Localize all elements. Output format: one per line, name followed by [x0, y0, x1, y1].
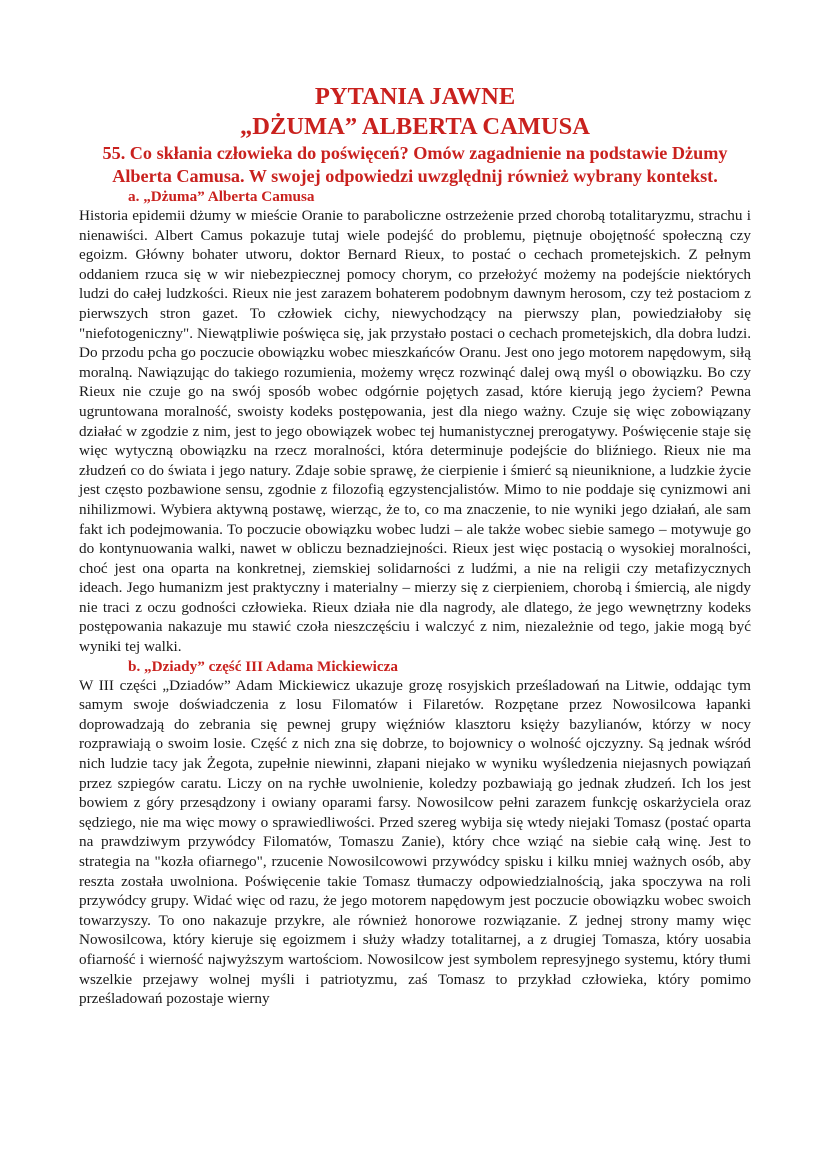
exam-question: 55. Co skłania człowieka do poświęceń? Omów zagadnienie na podstawie Dżumy Alberta Camusa. W swojej odpowiedzi uwzględnij również wybrany kontekst. [102, 143, 728, 186]
section-heading-dzuma: a. „Dżuma” Alberta Camusa [128, 188, 315, 205]
section-text-dziady: W III części „Dziadów” Adam Mickiewicz ukazuje grozę rosyjskich prześladowań na Litwie, oddając tym samym swoje doświadczenia z losu Filomatów i Filaretów. Rozpętane przez Nowosilcowa łapanki doprowadzają do zebrania się pewnej grupy więźniów klasztoru księży bazylianów, którzy w nocy rozprawiają o swoim losie. Część z nich zna się dobrze, to bojownicy o wolność ojczyzny. Są jednak wśród nich ludzie tacy jak Żegota, zupełnie niewinni, złapani niejako w wyniku wyśledzenia niejasnych powiązań przez szpiegów caratu. Liczy on na rychłe uwolnienie, koledzy pozbawiają go jednak złudzeń. Ich los jest bowiem z góry przesądzony i owiany oparami farsy. Nowosilcow pełni zarazem funkcję oskarżyciela oraz sędziego, nie ma więc mowy o sprawiedliwości. Przed szereg wybija się wtedy niejaki Tomasz (postać oparta na prawdziwym przywódcy Filomatów, Tomaszu Zanie), który chce wziąć na siebie całą winę. Jest to strategia na "kozła ofiarnego", rzucenie Nowosilcowowi przywódcy spisku i kilku mniej ważnych osób, aby reszta została uwolniona. Poświęcenie takie Tomasz tłumaczy odpowiedzialnością, jaka spoczywa na roli przywódcy grupy. Widać więc od razu, że jego motorem napędowym jest poczucie obowiązku wobec swoich towarzyszy. To ono nakazuje przykre, ale również honorowe rozwiązanie. Z jednej strony mamy więc Nowosilcowa, który kieruje się egoizmem i służy władzy totalitarnej, a z drugiej Tomasza, który uosabia ofiarność i wierność najwyższym wartościom. Nowosilcow jest symbolem represyjnego systemu, który tłumi wszelkie przejawy wolnej myśli i patriotyzmu, zaś Tomasz to przykład człowieka, który pomimo prześladowań pozostaje wierny [79, 676, 751, 1008]
document-title-line-2: „DŻUMA” ALBERTA CAMUSA [240, 113, 590, 140]
section-text-dzuma: Historia epidemii dżumy w mieście Oranie to paraboliczne ostrzeżenie przed chorobą totalitaryzmu, strachu i nienawiści. Albert Camus pokazuje tutaj wiele podejść do problemu, piętnuje obojętność społeczną czy egoizm. Główny bohater utworu, doktor Bernard Rieux, to postać o cechach prometejskich. Z pełnym oddaniem rzuca się w wir niebezpiecznej pomocy chorym, co przełożyć możemy na podejście niektórych ludzi do całej ludzkości. Rieux nie jest zarazem bohaterem podobnym dawnym herosom, czy też postaciom z pierwszych stron gazet. To człowiek cichy, niewychodzący na pierwszy plan, powiedziałoby się "niefotogeniczny". Niewątpliwie poświęca się, jak przystało postaci o cechach prometejskich, dla dobra ludzi. Do przodu pcha go poczucie obowiązku wobec mieszkańców Oranu. Jest ono jego motorem napędowym, siłą moralną. Nawiązując do takiego rozumienia, możemy wręcz rozwinąć dalej ową myśl o obowiązku. Bo czy Rieux nie czuje go na swój sposób wobec odgórnie pojętych zasad, które kierują jego życiem? Pewna ugruntowana moralność, swoisty kodeks postępowania, jest dla niego ważny. Czuje się więc zobowiązany działać w zgodzie z nim, jest to jego obowiązek wobec tej humanistycznej prerogatywy. Poświęcenie staje się więc wytyczną obowiązku na rzecz moralności, która determinuje podejście do bliźniego. Rieux nie ma złudzeń co do świata i jego natury. Zdaje sobie sprawę, że cierpienie i śmierć są nieuniknione, a ludzkie życie jest często pozbawione sensu, zgodnie z filozofią egzystencjalistów. Mimo to nie poddaje się cynizmowi ani nihilizmowi. Wybiera aktywną postawę, wierząc, że to, co ma znaczenie, to nie wyniki jego działań, ale sam fakt ich podejmowania. To poczucie obowiązku wobec ludzi – ale także wobec siebie samego – motywuje go do kontynuowania walki, nawet w obliczu beznadziejności. Rieux jest więc postacią o wysokiej moralności, choć jest ona oparta na konkretnej, ziemskiej solidarności z ludźmi, a nie na religii czy metafizycznych ideach. Jego humanizm jest praktyczny i materialny – mierzy się z cierpieniem, chorobą i śmiercią, ale nigdy nie traci z oczu godności człowieka. Rieux działa nie dla nagrody, ale dlatego, że jego wewnętrzny kodeks postępowania nakazuje mu stawić czoła nieszczęściu i walczyć z nim, niezależnie od tego, jakie mogą być wyniki tej walki. [79, 207, 751, 656]
document-page [79, 82, 751, 1009]
document-title-line-1: PYTANIA JAWNE [314, 83, 516, 110]
section-heading-dziady: b. „Dziady” część III Adama Mickiewicza [128, 657, 398, 675]
